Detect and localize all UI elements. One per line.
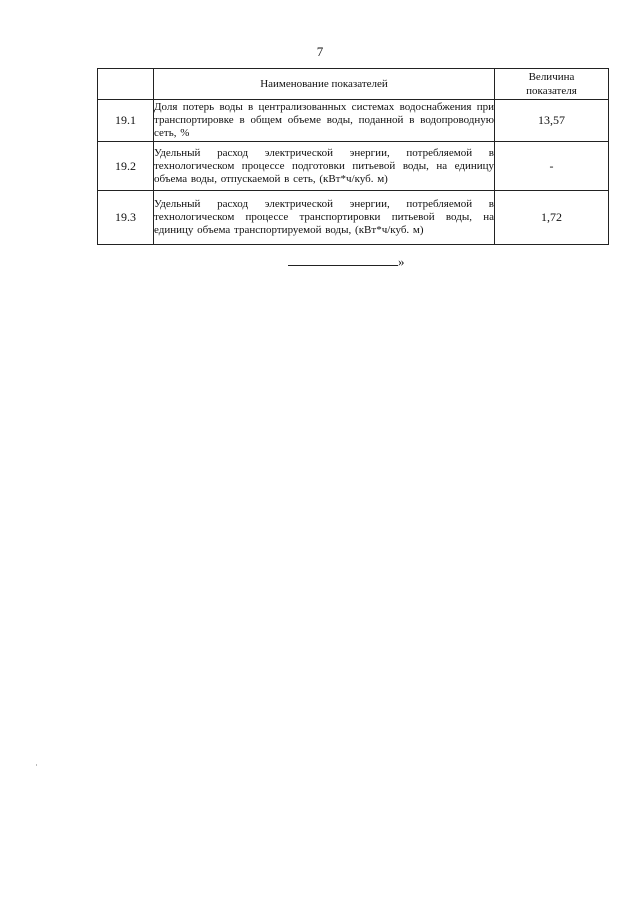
row-value: 13,57 (495, 100, 609, 142)
row-value: 1,72 (495, 191, 609, 245)
page-number: 7 (316, 44, 324, 59)
scan-speck (36, 764, 37, 766)
signature-underline (288, 255, 398, 266)
row-number: 19.3 (98, 191, 154, 245)
header-value-line2: показателя (526, 85, 577, 97)
indicators-table (97, 68, 609, 245)
table-row (98, 100, 609, 142)
header-num (98, 69, 154, 100)
header-name: Наименование показателей (154, 69, 495, 100)
table-row (98, 191, 609, 245)
header-value (495, 69, 609, 100)
table-row (98, 142, 609, 191)
row-name: Удельный расход электрической энергии, потребляемой в технологическом процессе подготовки питьевой воды, на единицу объема воды, отпускаемой в сеть, (кВт*ч/куб. м) (154, 142, 495, 191)
header-value-line1: Величина (528, 71, 575, 83)
row-name: Доля потерь воды в централизованных системах водоснабжения при транспортировке в общем объеме воды, поданной в водопроводную сеть, % (154, 100, 495, 142)
row-value: - (495, 142, 609, 191)
row-name: Удельный расход электрической энергии, потребляемой в технологическом процессе транспортировки питьевой воды, на единицу объема транспортируемой воды, (кВт*ч/куб. м) (154, 191, 495, 245)
row-number: 19.1 (98, 100, 154, 142)
closing-quote: » (398, 254, 405, 269)
closing-line (288, 254, 405, 270)
row-number: 19.2 (98, 142, 154, 191)
table-header-row (98, 69, 609, 100)
